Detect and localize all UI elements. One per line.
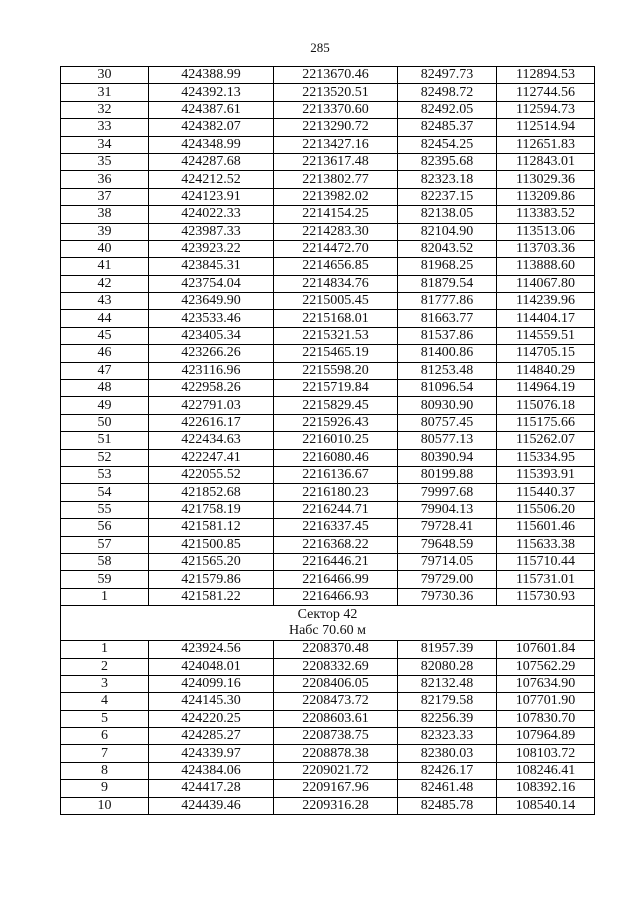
x-local-cell: 82485.78 <box>398 797 497 814</box>
x-local-cell: 82256.39 <box>398 710 497 727</box>
x-coordinate-cell: 424099.16 <box>149 675 274 692</box>
x-local-cell: 82323.18 <box>398 171 497 188</box>
y-coordinate-cell: 2214834.76 <box>274 275 398 292</box>
point-number-cell: 56 <box>61 519 149 536</box>
point-number-cell: 34 <box>61 136 149 153</box>
coordinates-table <box>60 66 595 815</box>
table-row <box>61 745 595 762</box>
x-coordinate-cell: 424287.68 <box>149 153 274 170</box>
y-local-cell: 112514.94 <box>497 119 595 136</box>
table-row <box>61 136 595 153</box>
x-local-cell: 82380.03 <box>398 745 497 762</box>
point-number-cell: 43 <box>61 293 149 310</box>
y-coordinate-cell: 2209316.28 <box>274 797 398 814</box>
x-coordinate-cell: 423405.34 <box>149 327 274 344</box>
sector-header-cell <box>61 606 595 641</box>
y-local-cell: 114067.80 <box>497 275 595 292</box>
table-row <box>61 780 595 797</box>
x-local-cell: 82492.05 <box>398 101 497 118</box>
point-number-cell: 44 <box>61 310 149 327</box>
y-local-cell: 112894.53 <box>497 67 595 84</box>
table-row <box>61 588 595 605</box>
table-row <box>61 519 595 536</box>
point-number-cell: 1 <box>61 641 149 658</box>
point-number-cell: 9 <box>61 780 149 797</box>
x-coordinate-cell: 422055.52 <box>149 466 274 483</box>
point-number-cell: 30 <box>61 67 149 84</box>
y-coordinate-cell: 2208878.38 <box>274 745 398 762</box>
sector-header-group <box>61 606 595 641</box>
point-number-cell: 42 <box>61 275 149 292</box>
y-local-cell: 107964.89 <box>497 728 595 745</box>
y-coordinate-cell: 2208370.48 <box>274 641 398 658</box>
x-coordinate-cell: 423754.04 <box>149 275 274 292</box>
y-coordinate-cell: 2216466.93 <box>274 588 398 605</box>
y-local-cell: 107701.90 <box>497 693 595 710</box>
x-coordinate-cell: 421565.20 <box>149 553 274 570</box>
point-number-cell: 37 <box>61 188 149 205</box>
y-local-cell: 113888.60 <box>497 258 595 275</box>
y-local-cell: 115076.18 <box>497 397 595 414</box>
x-coordinate-cell: 422247.41 <box>149 449 274 466</box>
table-row <box>61 84 595 101</box>
y-local-cell: 107634.90 <box>497 675 595 692</box>
y-local-cell: 108540.14 <box>497 797 595 814</box>
y-local-cell: 115393.91 <box>497 466 595 483</box>
x-coordinate-cell: 421500.85 <box>149 536 274 553</box>
y-coordinate-cell: 2214656.85 <box>274 258 398 275</box>
x-local-cell: 80577.13 <box>398 432 497 449</box>
x-local-cell: 79728.41 <box>398 519 497 536</box>
x-coordinate-cell: 424212.52 <box>149 171 274 188</box>
point-number-cell: 10 <box>61 797 149 814</box>
table-row <box>61 675 595 692</box>
point-number-cell: 45 <box>61 327 149 344</box>
table-row <box>61 432 595 449</box>
point-number-cell: 5 <box>61 710 149 727</box>
x-local-cell: 79714.05 <box>398 553 497 570</box>
x-local-cell: 82461.48 <box>398 780 497 797</box>
y-coordinate-cell: 2216337.45 <box>274 519 398 536</box>
x-local-cell: 82497.73 <box>398 67 497 84</box>
y-coordinate-cell: 2214154.25 <box>274 206 398 223</box>
point-number-cell: 1 <box>61 588 149 605</box>
y-coordinate-cell: 2213427.16 <box>274 136 398 153</box>
table-row <box>61 101 595 118</box>
y-coordinate-cell: 2216466.99 <box>274 571 398 588</box>
x-local-cell: 82080.28 <box>398 658 497 675</box>
y-local-cell: 107830.70 <box>497 710 595 727</box>
y-local-cell: 114559.51 <box>497 327 595 344</box>
y-local-cell: 113383.52 <box>497 206 595 223</box>
y-coordinate-cell: 2214472.70 <box>274 240 398 257</box>
y-local-cell: 115710.44 <box>497 553 595 570</box>
x-local-cell: 80199.88 <box>398 466 497 483</box>
y-coordinate-cell: 2213370.60 <box>274 101 398 118</box>
y-coordinate-cell: 2215005.45 <box>274 293 398 310</box>
x-coordinate-cell: 424382.07 <box>149 119 274 136</box>
table-row <box>61 414 595 431</box>
x-local-cell: 81663.77 <box>398 310 497 327</box>
x-local-cell: 82132.48 <box>398 675 497 692</box>
table-row <box>61 380 595 397</box>
y-local-cell: 115440.37 <box>497 484 595 501</box>
sector-altitude: Набс 70.60 м <box>288 623 367 639</box>
x-local-cell: 82323.33 <box>398 728 497 745</box>
point-number-cell: 7 <box>61 745 149 762</box>
y-coordinate-cell: 2213802.77 <box>274 171 398 188</box>
x-coordinate-cell: 424348.99 <box>149 136 274 153</box>
x-local-cell: 79730.36 <box>398 588 497 605</box>
table-row <box>61 119 595 136</box>
y-local-cell: 112594.73 <box>497 101 595 118</box>
x-coordinate-cell: 422434.63 <box>149 432 274 449</box>
y-coordinate-cell: 2208406.05 <box>274 675 398 692</box>
table-row <box>61 310 595 327</box>
point-number-cell: 4 <box>61 693 149 710</box>
point-number-cell: 58 <box>61 553 149 570</box>
y-local-cell: 113209.86 <box>497 188 595 205</box>
y-local-cell: 115334.95 <box>497 449 595 466</box>
x-local-cell: 79648.59 <box>398 536 497 553</box>
x-local-cell: 81400.86 <box>398 345 497 362</box>
table-row <box>61 658 595 675</box>
x-coordinate-cell: 423266.26 <box>149 345 274 362</box>
y-coordinate-cell: 2216244.71 <box>274 501 398 518</box>
point-number-cell: 54 <box>61 484 149 501</box>
y-coordinate-cell: 2213520.51 <box>274 84 398 101</box>
table-row <box>61 501 595 518</box>
y-local-cell: 115506.20 <box>497 501 595 518</box>
table-row <box>61 153 595 170</box>
point-number-cell: 40 <box>61 240 149 257</box>
x-coordinate-cell: 424387.61 <box>149 101 274 118</box>
y-coordinate-cell: 2216136.67 <box>274 466 398 483</box>
x-coordinate-cell: 424384.06 <box>149 762 274 779</box>
x-coordinate-cell: 422958.26 <box>149 380 274 397</box>
x-local-cell: 81537.86 <box>398 327 497 344</box>
table-row <box>61 693 595 710</box>
x-local-cell: 82104.90 <box>398 223 497 240</box>
point-number-cell: 33 <box>61 119 149 136</box>
y-coordinate-cell: 2216080.46 <box>274 449 398 466</box>
x-local-cell: 81879.54 <box>398 275 497 292</box>
y-local-cell: 107562.29 <box>497 658 595 675</box>
x-coordinate-cell: 423649.90 <box>149 293 274 310</box>
y-local-cell: 112843.01 <box>497 153 595 170</box>
x-coordinate-cell: 423845.31 <box>149 258 274 275</box>
x-coordinate-cell: 424145.30 <box>149 693 274 710</box>
x-local-cell: 82454.25 <box>398 136 497 153</box>
x-coordinate-cell: 422616.17 <box>149 414 274 431</box>
x-local-cell: 81253.48 <box>398 362 497 379</box>
x-local-cell: 82426.17 <box>398 762 497 779</box>
y-coordinate-cell: 2216368.22 <box>274 536 398 553</box>
y-coordinate-cell: 2215926.43 <box>274 414 398 431</box>
table-row <box>61 67 595 84</box>
x-coordinate-cell: 423987.33 <box>149 223 274 240</box>
y-local-cell: 115730.93 <box>497 588 595 605</box>
point-number-cell: 49 <box>61 397 149 414</box>
y-local-cell: 113703.36 <box>497 240 595 257</box>
y-coordinate-cell: 2216010.25 <box>274 432 398 449</box>
x-coordinate-cell: 424417.28 <box>149 780 274 797</box>
x-coordinate-cell: 424439.46 <box>149 797 274 814</box>
x-local-cell: 82237.15 <box>398 188 497 205</box>
y-local-cell: 114404.17 <box>497 310 595 327</box>
point-number-cell: 3 <box>61 675 149 692</box>
point-number-cell: 52 <box>61 449 149 466</box>
y-local-cell: 113029.36 <box>497 171 595 188</box>
y-local-cell: 114840.29 <box>497 362 595 379</box>
table-row <box>61 484 595 501</box>
y-local-cell: 115175.66 <box>497 414 595 431</box>
y-local-cell: 115633.38 <box>497 536 595 553</box>
table-row <box>61 293 595 310</box>
table-row <box>61 449 595 466</box>
y-coordinate-cell: 2213670.46 <box>274 67 398 84</box>
table-row <box>61 223 595 240</box>
table-row <box>61 188 595 205</box>
y-local-cell: 112651.83 <box>497 136 595 153</box>
x-coordinate-cell: 421581.22 <box>149 588 274 605</box>
y-coordinate-cell: 2215465.19 <box>274 345 398 362</box>
x-local-cell: 82485.37 <box>398 119 497 136</box>
y-local-cell: 114705.15 <box>497 345 595 362</box>
x-coordinate-cell: 423924.56 <box>149 641 274 658</box>
point-number-cell: 55 <box>61 501 149 518</box>
y-coordinate-cell: 2208332.69 <box>274 658 398 675</box>
x-coordinate-cell: 424123.91 <box>149 188 274 205</box>
x-local-cell: 82043.52 <box>398 240 497 257</box>
sector-header-row <box>61 606 595 641</box>
y-coordinate-cell: 2208473.72 <box>274 693 398 710</box>
point-number-cell: 48 <box>61 380 149 397</box>
point-number-cell: 59 <box>61 571 149 588</box>
table-row <box>61 171 595 188</box>
y-coordinate-cell: 2209021.72 <box>274 762 398 779</box>
x-coordinate-cell: 422791.03 <box>149 397 274 414</box>
x-coordinate-cell: 424392.13 <box>149 84 274 101</box>
y-coordinate-cell: 2215598.20 <box>274 362 398 379</box>
x-local-cell: 81968.25 <box>398 258 497 275</box>
point-number-cell: 39 <box>61 223 149 240</box>
x-local-cell: 79997.68 <box>398 484 497 501</box>
y-coordinate-cell: 2208738.75 <box>274 728 398 745</box>
y-coordinate-cell: 2216180.23 <box>274 484 398 501</box>
table-row <box>61 240 595 257</box>
y-coordinate-cell: 2214283.30 <box>274 223 398 240</box>
x-coordinate-cell: 421852.68 <box>149 484 274 501</box>
y-local-cell: 115262.07 <box>497 432 595 449</box>
x-coordinate-cell: 423116.96 <box>149 362 274 379</box>
y-coordinate-cell: 2209167.96 <box>274 780 398 797</box>
x-local-cell: 82498.72 <box>398 84 497 101</box>
y-local-cell: 115731.01 <box>497 571 595 588</box>
x-local-cell: 82395.68 <box>398 153 497 170</box>
x-local-cell: 79729.00 <box>398 571 497 588</box>
x-local-cell: 80757.45 <box>398 414 497 431</box>
y-coordinate-cell: 2215829.45 <box>274 397 398 414</box>
sector-title: Сектор 42 <box>297 607 358 623</box>
x-local-cell: 80390.94 <box>398 449 497 466</box>
point-number-cell: 8 <box>61 762 149 779</box>
table-row <box>61 327 595 344</box>
table-row <box>61 797 595 814</box>
point-number-cell: 36 <box>61 171 149 188</box>
table-row <box>61 345 595 362</box>
y-coordinate-cell: 2216446.21 <box>274 553 398 570</box>
table-body-part2 <box>61 641 595 815</box>
y-coordinate-cell: 2208603.61 <box>274 710 398 727</box>
point-number-cell: 31 <box>61 84 149 101</box>
table-row <box>61 710 595 727</box>
x-local-cell: 80930.90 <box>398 397 497 414</box>
point-number-cell: 53 <box>61 466 149 483</box>
point-number-cell: 57 <box>61 536 149 553</box>
point-number-cell: 46 <box>61 345 149 362</box>
x-coordinate-cell: 421579.86 <box>149 571 274 588</box>
table-row <box>61 362 595 379</box>
table-row <box>61 206 595 223</box>
point-number-cell: 50 <box>61 414 149 431</box>
x-coordinate-cell: 423533.46 <box>149 310 274 327</box>
y-coordinate-cell: 2215719.84 <box>274 380 398 397</box>
x-coordinate-cell: 424022.33 <box>149 206 274 223</box>
x-local-cell: 79904.13 <box>398 501 497 518</box>
y-coordinate-cell: 2215321.53 <box>274 327 398 344</box>
x-coordinate-cell: 423923.22 <box>149 240 274 257</box>
table-body-part1 <box>61 67 595 606</box>
y-local-cell: 108392.16 <box>497 780 595 797</box>
y-local-cell: 113513.06 <box>497 223 595 240</box>
table-row <box>61 553 595 570</box>
x-local-cell: 81777.86 <box>398 293 497 310</box>
x-local-cell: 81957.39 <box>398 641 497 658</box>
page-number: 285 <box>310 40 330 55</box>
y-local-cell: 112744.56 <box>497 84 595 101</box>
y-coordinate-cell: 2213617.48 <box>274 153 398 170</box>
x-coordinate-cell: 424285.27 <box>149 728 274 745</box>
x-coordinate-cell: 424220.25 <box>149 710 274 727</box>
y-local-cell: 108246.41 <box>497 762 595 779</box>
y-coordinate-cell: 2213982.02 <box>274 188 398 205</box>
table-row <box>61 397 595 414</box>
x-local-cell: 82138.05 <box>398 206 497 223</box>
point-number-cell: 6 <box>61 728 149 745</box>
x-local-cell: 82179.58 <box>398 693 497 710</box>
x-local-cell: 81096.54 <box>398 380 497 397</box>
x-coordinate-cell: 421581.12 <box>149 519 274 536</box>
table-row <box>61 275 595 292</box>
point-number-cell: 38 <box>61 206 149 223</box>
table-row <box>61 762 595 779</box>
table-row <box>61 728 595 745</box>
point-number-cell: 2 <box>61 658 149 675</box>
x-coordinate-cell: 421758.19 <box>149 501 274 518</box>
y-local-cell: 107601.84 <box>497 641 595 658</box>
y-coordinate-cell: 2215168.01 <box>274 310 398 327</box>
x-coordinate-cell: 424388.99 <box>149 67 274 84</box>
point-number-cell: 51 <box>61 432 149 449</box>
point-number-cell: 47 <box>61 362 149 379</box>
x-coordinate-cell: 424339.97 <box>149 745 274 762</box>
table-row <box>61 536 595 553</box>
table-row <box>61 466 595 483</box>
x-coordinate-cell: 424048.01 <box>149 658 274 675</box>
y-local-cell: 108103.72 <box>497 745 595 762</box>
point-number-cell: 32 <box>61 101 149 118</box>
table-row <box>61 571 595 588</box>
point-number-cell: 41 <box>61 258 149 275</box>
y-local-cell: 115601.46 <box>497 519 595 536</box>
table-row <box>61 258 595 275</box>
y-local-cell: 114239.96 <box>497 293 595 310</box>
point-number-cell: 35 <box>61 153 149 170</box>
y-coordinate-cell: 2213290.72 <box>274 119 398 136</box>
table-row <box>61 641 595 658</box>
y-local-cell: 114964.19 <box>497 380 595 397</box>
